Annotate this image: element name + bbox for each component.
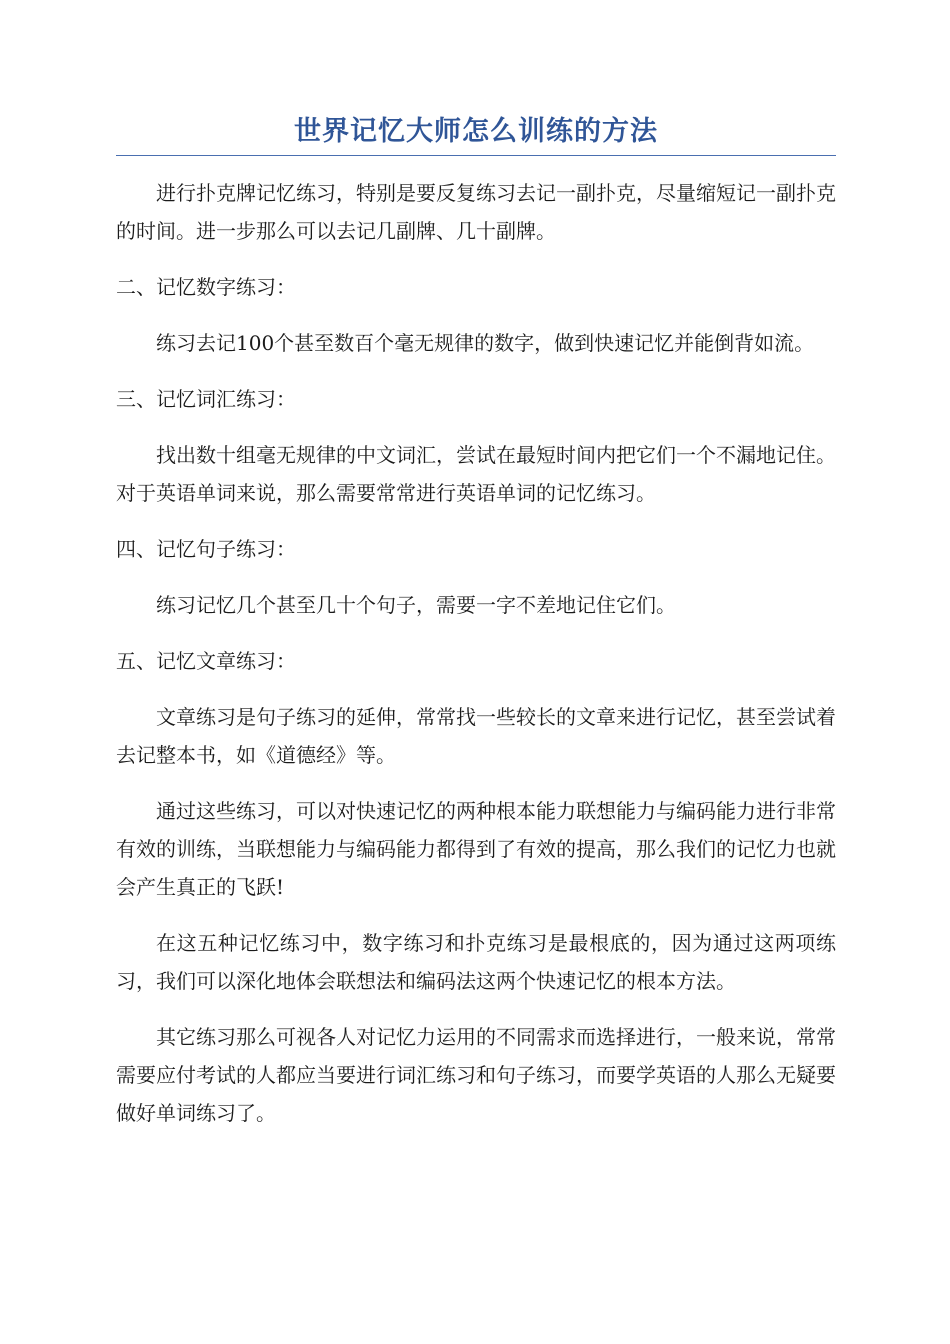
paragraph-poker-practice: 进行扑克牌记忆练习，特别是要反复练习去记一副扑克，尽量缩短记一副扑克的时间。进一步那么可以去记几副牌、几十副牌。 <box>116 181 836 243</box>
paragraph-sentences-practice: 练习记忆几个甚至几十个句子，需要一字不差地记住它们。 <box>156 593 676 617</box>
section-heading-sentences: 四、记忆句子练习： <box>116 537 296 561</box>
document-body <box>116 174 836 1132</box>
section-heading-numbers: 二、记忆数字练习： <box>116 275 296 299</box>
document-page <box>116 110 836 1150</box>
section-heading-vocabulary: 三、记忆词汇练习： <box>116 387 296 411</box>
paragraph-numbers-practice: 练习去记100个甚至数百个毫无规律的数字，做到快速记忆并能倒背如流。 <box>156 331 815 355</box>
paragraph-articles-practice: 文章练习是句子练习的延伸，常常找一些较长的文章来进行记忆，甚至尝试着去记整本书，如《道德经》等。 <box>116 705 836 767</box>
document-title: 世界记忆大师怎么训练的方法 <box>116 110 836 156</box>
paragraph-foundation-practice: 在这五种记忆练习中，数字练习和扑克练习是最根底的，因为通过这两项练习，我们可以深化地体会联想法和编码法这两个快速记忆的根本方法。 <box>116 931 836 993</box>
paragraph-other-practice: 其它练习那么可视各人对记忆力运用的不同需求而选择进行，一般来说，常常需要应付考试的人都应当要进行词汇练习和句子练习，而要学英语的人那么无疑要做好单词练习了。 <box>116 1025 836 1125</box>
section-heading-articles: 五、记忆文章练习： <box>116 649 296 673</box>
paragraph-training-effect: 通过这些练习，可以对快速记忆的两种根本能力联想能力与编码能力进行非常有效的训练，当联想能力与编码能力都得到了有效的提高，那么我们的记忆力也就会产生真正的飞跃! <box>116 799 836 899</box>
paragraph-vocabulary-practice: 找出数十组毫无规律的中文词汇，尝试在最短时间内把它们一个不漏地记住。对于英语单词来说，那么需要常常进行英语单词的记忆练习。 <box>116 443 836 505</box>
